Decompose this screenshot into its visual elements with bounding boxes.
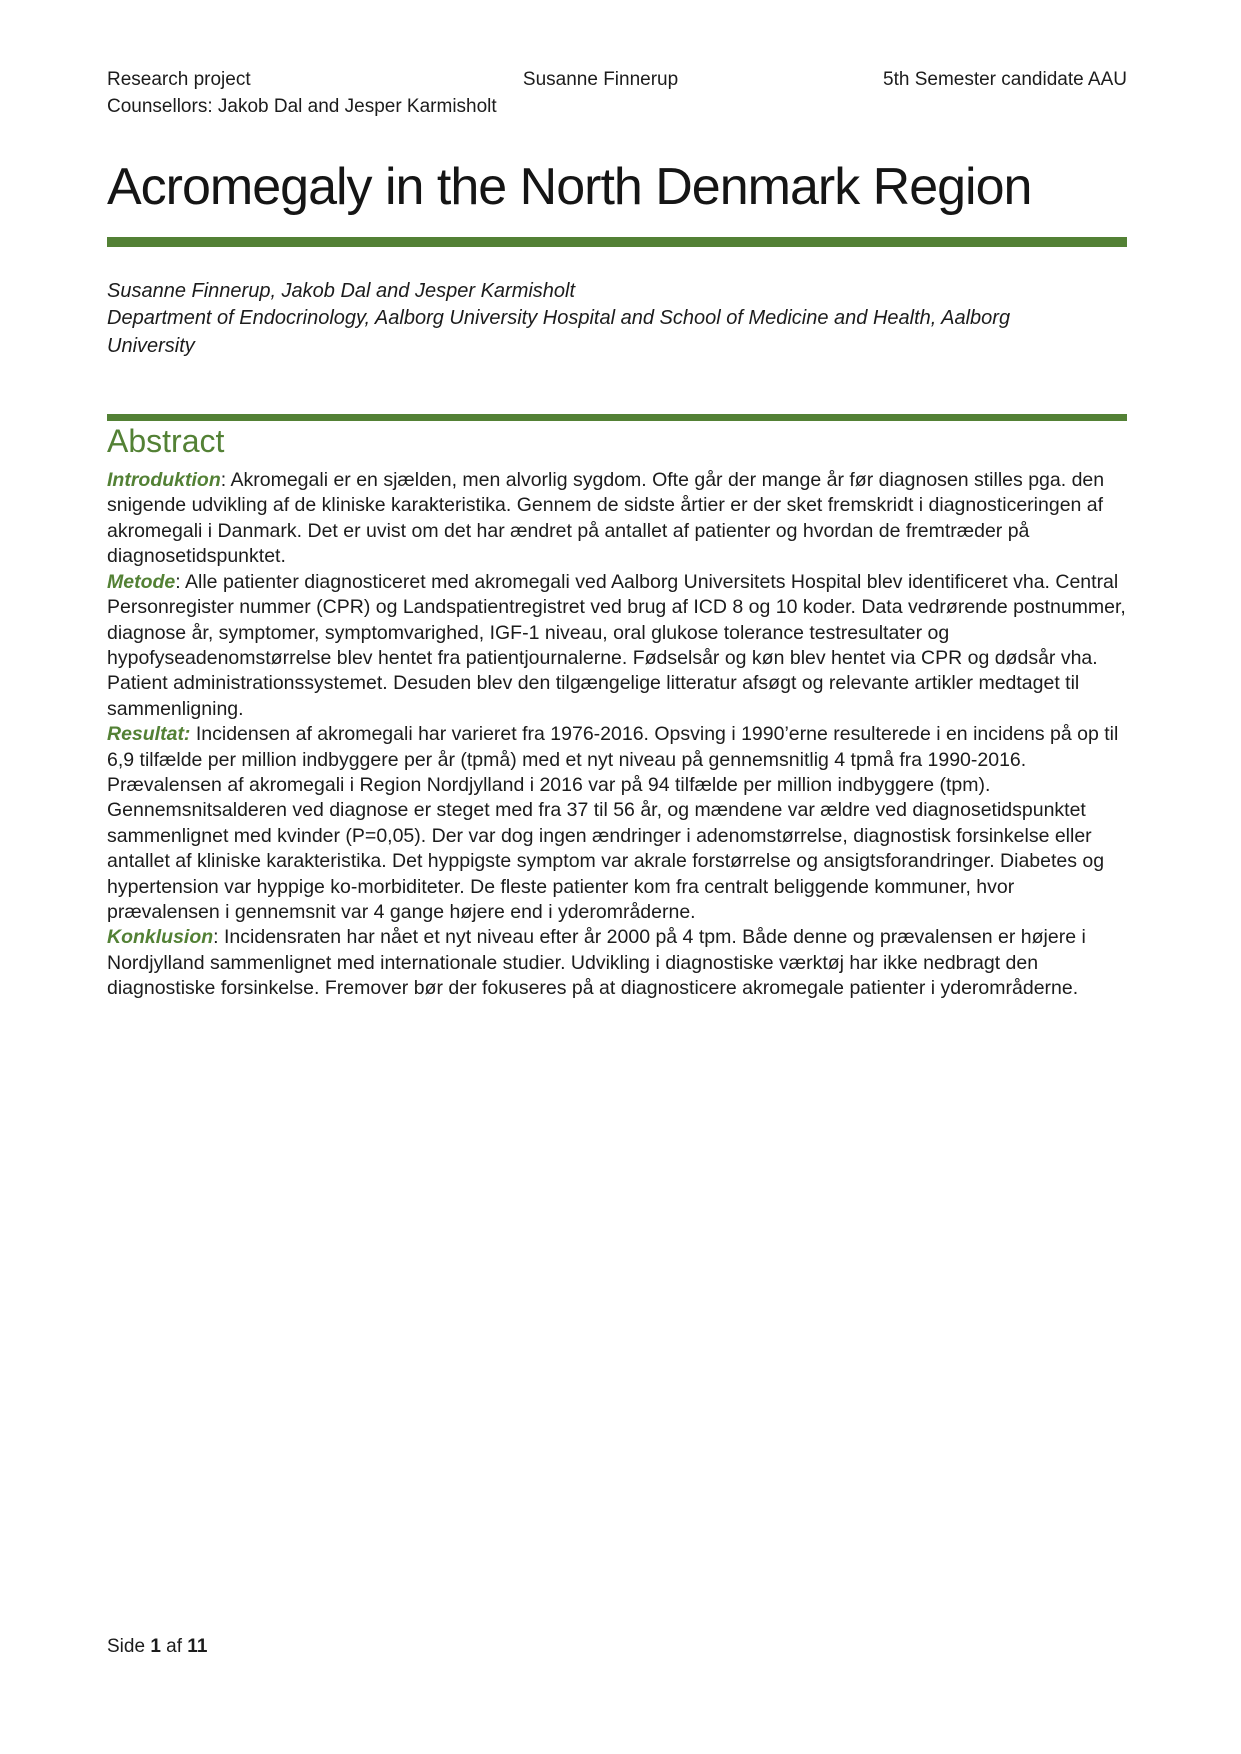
abstract-heading: Abstract	[107, 423, 225, 460]
abstract-paragraph-introduktion	[107, 468, 1127, 570]
section-label-konklusion: Konklusion	[107, 926, 214, 949]
footer-prefix: Side	[107, 1636, 151, 1657]
abstract-body	[107, 468, 1127, 1002]
footer-of-word: af	[160, 1636, 188, 1657]
document-header	[107, 66, 1127, 120]
section-text-introduktion: : Akromegali er en sjælden, men alvorlig sygdom. Ofte går der mange år før diagnosen stilles pga. den snigende udvikling af de kliniske karakteristika. Gennem de sidste årtier er der sket fremskridt i diagnosticeringen af akromegali i Danmark. Det er uvist om det har ændret på antallet af patienter og hvordan de fremtræder på diagnosetidspunktet.	[107, 469, 1105, 568]
header-row	[107, 66, 1127, 93]
page-footer	[107, 1634, 207, 1660]
section-label-resultat: Resultat:	[107, 723, 191, 746]
document-title: Acromegaly in the North Denmark Region	[107, 158, 1032, 216]
section-label-metode: Metode	[107, 570, 176, 593]
abstract-paragraph-metode	[107, 570, 1127, 722]
abstract-paragraph-konklusion	[107, 925, 1127, 1001]
header-right: 5th Semester candidate AAU	[883, 69, 1127, 90]
title-block	[107, 154, 1127, 247]
section-text-metode: : Alle patienter diagnosticeret med akromegali ved Aalborg Universitets Hospital blev identificeret vha. Central Personregister nummer (CPR) og Landspatientregistret ved brug af ICD 8 og 10 koder. Data vedrørende postnummer, diagnose år, symptomer, symptomvarighed, IGF-1 niveau, oral glukose tolerance testresultater og hypofyseadenomstørrelse blev hentet fra patientjournalerne. Fødselsår og køn blev hentet via CPR og dødsår vha. Patient administrationssystemet. Desuden blev den tilgængelige litteratur afsøgt og relevante artikler medtaget til sammenligning.	[107, 570, 1126, 720]
section-text-konklusion: : Incidensraten har nået et nyt niveau efter år 2000 på 4 tpm. Både denne og prævalensen er højere i Nordjylland sammenlignet med internationale studier. Udvikling i diagnostiske værktøj har ikke nedbragt den diagnostiske forsinkelse. Fremover bør der fokuseres på at diagnosticere akromegale patienter i yderområderne.	[107, 926, 1086, 1000]
abstract-divider	[107, 414, 1127, 421]
abstract-paragraph-resultat	[107, 722, 1127, 925]
authors-line: Susanne Finnerup, Jakob Dal and Jesper Karmisholt	[107, 279, 576, 302]
header-center: Susanne Finnerup	[522, 69, 679, 90]
section-text-resultat: Incidensen af akromegali har varieret fra 1976-2016. Opsving i 1990’erne resulterede i en incidens på op til 6,9 tilfælde per million indbyggere per år (tpmå) med et nyt niveau på gennemsnitlig 4 tpmå fra 1990-2016. Prævalensen af akromegali i Region Nordjylland i 2016 var på 94 tilfælde per million indbyggere (tpm). Gennemsnitsalderen ved diagnose er steget med fra 37 til 56 år, og mændene var ældre ved diagnosetidspunktet sammenlignet med kvinder (P=0,05). Der var dog ingen ændringer i adenomstørrelse, diagnostisk forsinkelse eller antallet af kliniske karakteristika. Det hyppigste symptom var akrale forstørrelse og ansigtsforandringer. Diabetes og hypertension var hyppige ko-morbiditeter. De fleste patienter kom fra centralt beliggende kommuner, hvor prævalensen i gennemsnit var 4 gange højere end i yderområderne.	[107, 723, 1119, 923]
footer-page-number: 1	[150, 1636, 161, 1657]
section-label-introduktion: Introduktion	[107, 469, 221, 492]
title-divider	[107, 237, 1127, 247]
affiliation-line-1: Department of Endocrinology, Aalborg University Hospital and School of Medicine and Health, Aalborg	[107, 307, 1011, 330]
header-left: Research project	[107, 69, 251, 90]
affiliation-line-2: University	[107, 334, 195, 357]
header-counsellors-line: Counsellors: Jakob Dal and Jesper Karmisholt	[107, 96, 497, 117]
footer-total-pages: 11	[187, 1636, 208, 1657]
authors-block	[107, 278, 1127, 361]
